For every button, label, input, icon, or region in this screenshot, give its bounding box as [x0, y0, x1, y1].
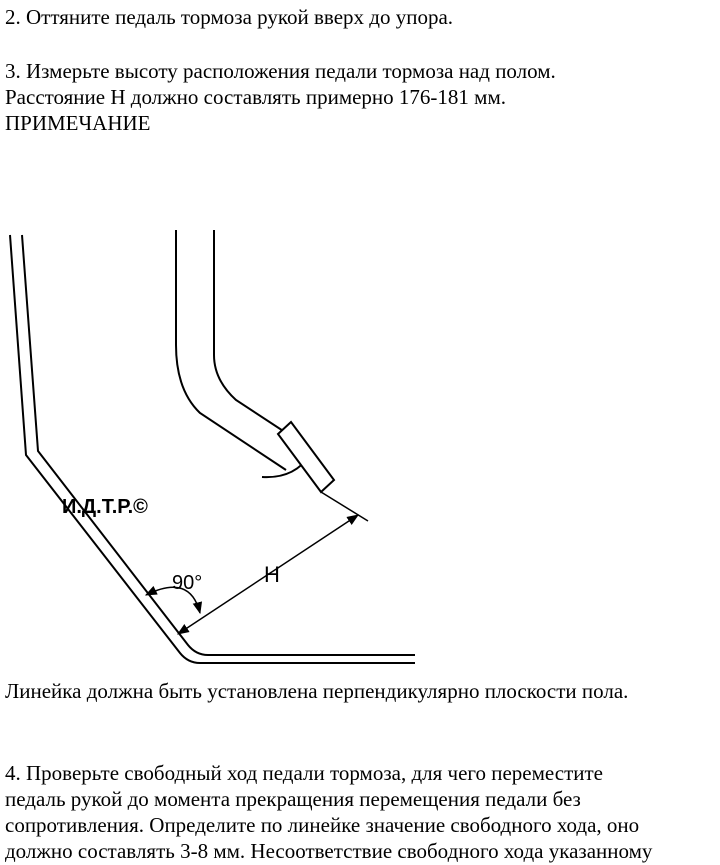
step-4-line-1: 4. Проверьте свободный ход педали тормоза, для чего переместите [5, 761, 603, 785]
caption-line: Линейка должна быть установлена перпендикулярно плоскости пола. [5, 679, 629, 703]
step-3-line-2: Расстояние H должно составлять примерно 176-181 мм. [5, 85, 506, 109]
step-4-text [5, 760, 652, 864]
angle-label: 90° [172, 572, 203, 594]
distance-label-h: H [264, 562, 280, 587]
pedal-pad [278, 422, 334, 492]
watermark: И.Д.Т.Р.© [62, 496, 148, 518]
step-4-line-2: педаль рукой до момента прекращения перемещения педали без [5, 787, 581, 811]
pedal-extension-line [321, 492, 368, 521]
floor-outline-inner [22, 235, 415, 655]
step-4-line-3: сопротивления. Определите по линейке значение свободного хода, оно [5, 813, 640, 837]
step-2-line: 2. Оттяните педаль тормоза рукой вверх до упора. [5, 5, 454, 29]
step-4-line-4: должно составлять 3-8 мм. Несоответствие свободного хода указанному [5, 839, 653, 863]
step-3-text [5, 58, 556, 136]
pedal-arm-inner [214, 230, 300, 442]
floor-outline-outer [10, 235, 415, 663]
figure-caption [5, 678, 628, 704]
step-2-text [5, 4, 453, 30]
note-heading: ПРИМЕЧАНИЕ [5, 111, 151, 135]
brake-pedal-height-diagram [0, 215, 430, 685]
pedal-arm [176, 230, 286, 470]
step-3-line-1: 3. Измерьте высоту расположения педали тормоза над полом. [5, 59, 556, 83]
